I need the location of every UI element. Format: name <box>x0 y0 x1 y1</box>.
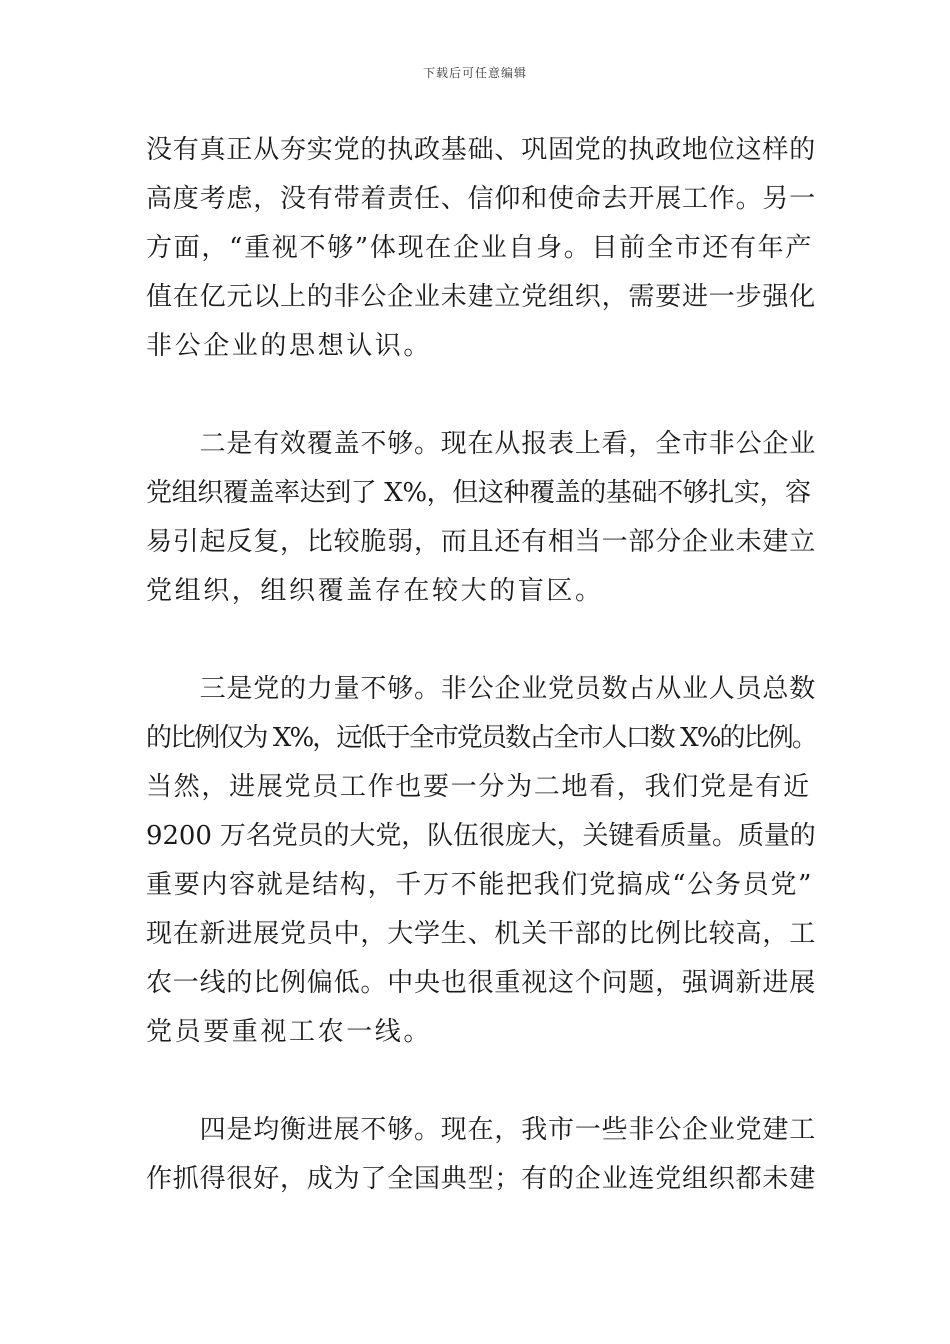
text-line: 9200 万名党员的大党，队伍很庞大，关键看质量。质量的 <box>146 821 816 851</box>
text-line: 现在新进展党员中，大学生、机关干部的比例比较高，工 <box>146 919 817 949</box>
document-body <box>146 126 816 1204</box>
text-line: 值在亿元以上的非公企业未建立党组织，需要进一步强化 <box>146 282 817 312</box>
text-line: 党组织覆盖率达到了 X%，但这种覆盖的基础不够扎实，容 <box>146 478 811 508</box>
text-line: 作抓得很好，成为了全国典型；有的企业连党组织都未建 <box>146 1164 817 1194</box>
text-line: 没有真正从夯实党的执政基础、巩固党的执政地位这样的 <box>146 135 817 165</box>
paragraph-4 <box>146 1106 816 1204</box>
text-line: 非公企业的思想认识。 <box>146 331 433 361</box>
text-line: 易引起反复，比较脆弱，而且还有相当一部分企业未建立 <box>146 527 817 557</box>
text-line: 农一线的比例偏低。中央也很重视这个问题，强调新进展 <box>146 968 817 998</box>
text-line: 方面，“重视不够”体现在企业自身。目前全市还有年产 <box>146 233 814 263</box>
page-header: 下载后可任意编辑 <box>422 66 527 80</box>
paragraph-gap <box>146 616 816 665</box>
text-line: 重要内容就是结构，千万不能把我们党搞成“公务员党” <box>146 870 814 900</box>
paragraph-3 <box>146 665 816 1057</box>
text-line: 四是均衡进展不够。现在，我市一些非公企业党建工 <box>146 1115 817 1145</box>
text-line: 二是有效覆盖不够。现在从报表上看，全市非公企业 <box>146 429 817 459</box>
text-line: 党组织，组织覆盖存在较大的盲区。 <box>146 576 604 606</box>
paragraph-gap <box>146 371 816 420</box>
paragraph-2 <box>146 420 816 616</box>
text-line: 三是党的力量不够。非公企业党员数占从业人员总数 <box>146 674 817 704</box>
text-line: 的比例仅为 X%，远低于全市党员数占全市人口数 X%的比例。 <box>146 723 816 753</box>
text-line: 当然，进展党员工作也要一分为二地看，我们党是有近 <box>146 772 811 802</box>
paragraph-1 <box>146 126 816 371</box>
text-line: 党员要重视工农一线。 <box>146 1017 433 1047</box>
text-line: 高度考虑，没有带着责任、信仰和使命去开展工作。另一 <box>146 184 817 214</box>
paragraph-gap <box>146 1057 816 1106</box>
